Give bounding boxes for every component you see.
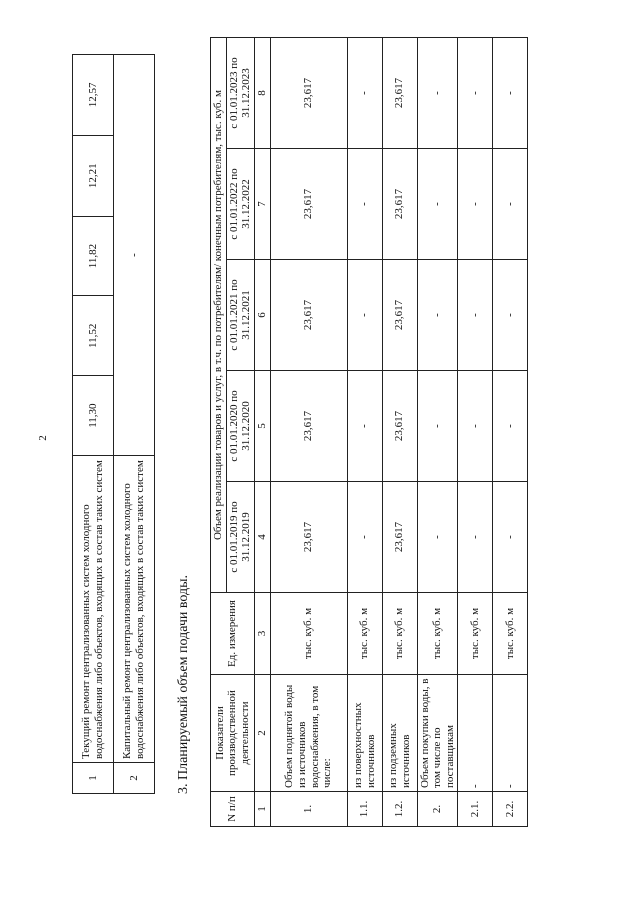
header-period: с 01.01.2019 по 31.12.2019 <box>226 482 254 593</box>
row-unit: тыс. куб. м <box>417 593 458 675</box>
value-cell: - <box>347 38 382 149</box>
header-num: N п/п <box>211 792 255 827</box>
value-cell: 23,617 <box>270 149 347 260</box>
row-name: Объем поднятой воды из источников водоснабжения, в том числе: <box>270 675 347 792</box>
column-number: 2 <box>254 675 270 792</box>
value-cell: 11,52 <box>73 296 114 376</box>
value-cell: - <box>347 260 382 371</box>
value-cell: 23,617 <box>270 260 347 371</box>
row-name: - <box>493 675 528 792</box>
value-cell: 23,617 <box>382 482 417 593</box>
value-cell: - <box>458 38 493 149</box>
column-number: 4 <box>254 482 270 593</box>
value-cell: 23,617 <box>382 38 417 149</box>
value-cell: 23,617 <box>270 482 347 593</box>
row-unit: тыс. куб. м <box>458 593 493 675</box>
header-unit: Ед. измерения <box>211 593 255 675</box>
value-cell: 23,617 <box>270 371 347 482</box>
row-number: 1. <box>270 792 347 827</box>
table-row <box>493 38 528 827</box>
value-cell: - <box>493 149 528 260</box>
table-row <box>417 38 458 827</box>
row-unit: тыс. куб. м <box>270 593 347 675</box>
page-number: 2 <box>36 435 49 441</box>
table-row <box>73 55 114 794</box>
value-cell: 23,617 <box>382 371 417 482</box>
value-cell: - <box>493 482 528 593</box>
value-cell: - <box>417 38 458 149</box>
header-row <box>211 38 227 827</box>
header-period: с 01.01.2022 по 31.12.2022 <box>226 149 254 260</box>
header-period: с 01.01.2021 по 31.12.2021 <box>226 260 254 371</box>
row-number: 1.2. <box>382 792 417 827</box>
column-number: 6 <box>254 260 270 371</box>
value-cell: - <box>493 38 528 149</box>
value-cell: - <box>417 260 458 371</box>
column-number: 8 <box>254 38 270 149</box>
row-number: 1.1. <box>347 792 382 827</box>
header-group: Объем реализации товаров и услуг, в т.ч. по потребителям/ конечным потребителям, тыс. куб. м <box>211 38 227 593</box>
repair-costs-table <box>72 54 155 794</box>
column-number: 7 <box>254 149 270 260</box>
value-cell: - <box>417 482 458 593</box>
value-cell: 11,30 <box>73 376 114 456</box>
value-cell: 12,21 <box>73 135 114 216</box>
row-name: из поверхностных источников <box>347 675 382 792</box>
column-number: 3 <box>254 593 270 675</box>
column-number: 1 <box>254 792 270 827</box>
column-number-row <box>254 38 270 827</box>
value-cell: - <box>347 371 382 482</box>
value-cell: 23,617 <box>382 260 417 371</box>
value-cell: - <box>458 371 493 482</box>
value-cell: 11,82 <box>73 216 114 296</box>
value-cell: - <box>458 482 493 593</box>
table-row <box>347 38 382 827</box>
value-cell: - <box>417 371 458 482</box>
row-number: 1 <box>73 763 114 794</box>
table-row <box>114 55 155 794</box>
value-cell: 12,57 <box>73 55 114 136</box>
column-number: 5 <box>254 371 270 482</box>
header-indicator: Показатели производственной деятельности <box>211 675 255 792</box>
water-supply-table <box>210 37 528 827</box>
value-cell: 23,617 <box>382 149 417 260</box>
row-number: 2.1. <box>458 792 493 827</box>
header-period: с 01.01.2020 по 31.12.2020 <box>226 371 254 482</box>
row-number: 2.2. <box>493 792 528 827</box>
value-cell: - <box>458 149 493 260</box>
row-unit: тыс. куб. м <box>493 593 528 675</box>
row-name: Капитальный ремонт централизованных систем холодного водоснабжения либо объектов, входящих в состав таких систем <box>114 456 155 763</box>
value-cell: - <box>493 371 528 482</box>
table-row <box>270 38 347 827</box>
row-name: Текущий ремонт централизованных систем холодного водоснабжения либо объектов, входящих в состав таких систем <box>73 456 114 763</box>
row-name: из подземных источников <box>382 675 417 792</box>
header-period: с 01.01.2023 по 31.12.2023 <box>226 38 254 149</box>
value-cell: - <box>347 149 382 260</box>
row-unit: тыс. куб. м <box>382 593 417 675</box>
value-cell: 23,617 <box>270 38 347 149</box>
row-unit: тыс. куб. м <box>347 593 382 675</box>
row-number: 2. <box>417 792 458 827</box>
table-row <box>458 38 493 827</box>
row-number: 2 <box>114 763 155 794</box>
value-cell: - <box>493 260 528 371</box>
value-cell: - <box>458 260 493 371</box>
section-title: 3. Планируемый объем подачи воды. <box>176 574 191 794</box>
table-row <box>382 38 417 827</box>
row-name: - <box>458 675 493 792</box>
row-name: Объем покупки воды, в том числе по поставщикам <box>417 675 458 792</box>
value-cell: - <box>417 149 458 260</box>
value-cell: - <box>347 482 382 593</box>
value-cell: - <box>114 55 155 456</box>
